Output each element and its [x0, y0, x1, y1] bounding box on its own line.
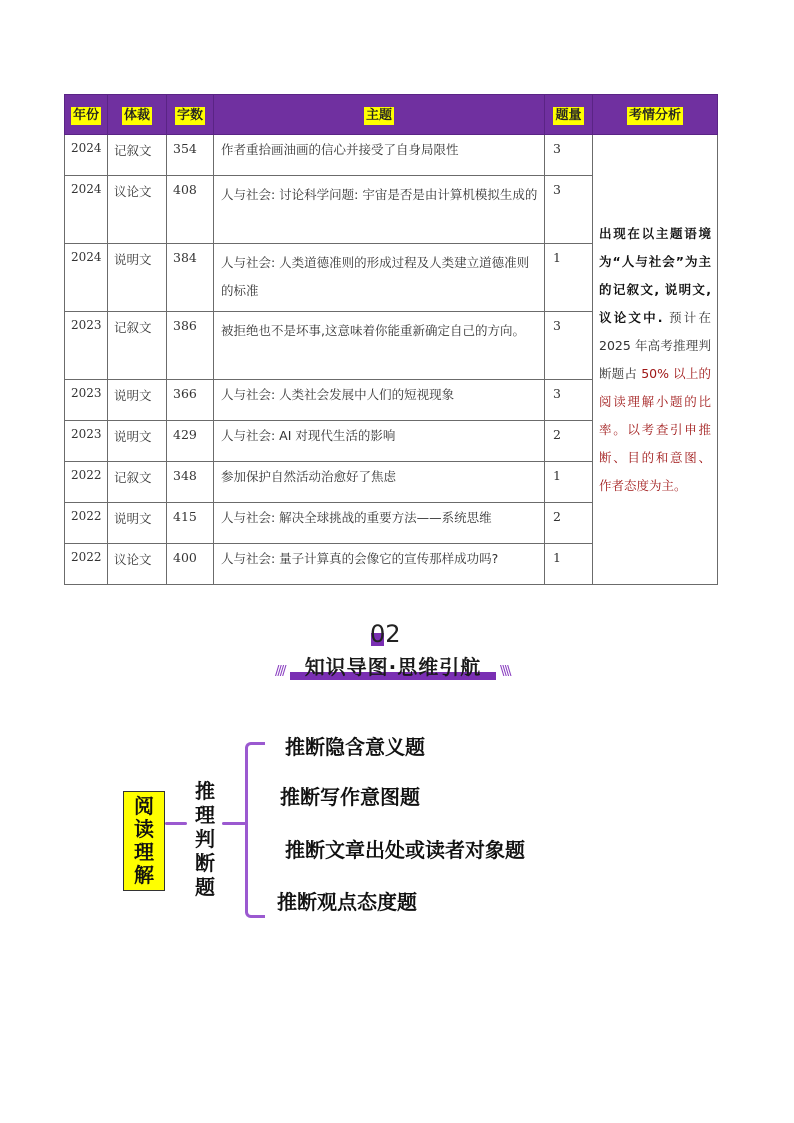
middle-connector [222, 822, 246, 825]
cell-year: 2022 [65, 544, 108, 585]
cell-genre: 议论文 [108, 544, 167, 585]
root-connector [165, 822, 187, 825]
cell-genre: 说明文 [108, 421, 167, 462]
cell-question-count: 3 [545, 135, 593, 176]
cell-word-count: 386 [167, 312, 214, 380]
cell-word-count: 354 [167, 135, 214, 176]
middle-char: 断 [195, 851, 215, 875]
cell-topic: 人与社会: 人类社会发展中人们的短视现象 [214, 380, 545, 421]
cell-question-count: 2 [545, 503, 593, 544]
cell-year: 2024 [65, 176, 108, 244]
middle-char: 判 [195, 827, 215, 851]
cell-year: 2024 [65, 244, 108, 312]
cell-word-count: 408 [167, 176, 214, 244]
cell-word-count: 400 [167, 544, 214, 585]
cell-year: 2022 [65, 462, 108, 503]
cell-question-count: 3 [545, 176, 593, 244]
cell-year: 2022 [65, 503, 108, 544]
exam-analysis-table [64, 94, 718, 585]
analysis-forecast: 预计在 2025 年高考推理判断题占 [599, 309, 711, 381]
mindmap-middle-node [188, 779, 222, 899]
branch-attitude: 推断观点态度题 [277, 890, 417, 914]
root-char: 读 [134, 817, 154, 841]
cell-genre: 说明文 [108, 380, 167, 421]
cell-question-count: 2 [545, 421, 593, 462]
header-word-count: 字数 [167, 95, 214, 135]
cell-topic: 人与社会: 解决全球挑战的重要方法——系统思维 [214, 503, 545, 544]
cell-analysis [593, 135, 718, 585]
cell-year: 2023 [65, 421, 108, 462]
cell-question-count: 3 [545, 380, 593, 421]
section-left-decoration: //// [275, 664, 285, 679]
root-char: 解 [134, 863, 154, 887]
cell-word-count: 366 [167, 380, 214, 421]
section-title: 知识导图·思维引航 [304, 655, 482, 679]
cell-word-count: 415 [167, 503, 214, 544]
cell-genre: 说明文 [108, 503, 167, 544]
cell-question-count: 3 [545, 312, 593, 380]
cell-genre: 议论文 [108, 176, 167, 244]
cell-topic: 参加保护自然活动治愈好了焦虑 [214, 462, 545, 503]
section-number: 02 [370, 620, 401, 648]
cell-word-count: 348 [167, 462, 214, 503]
header-analysis: 考情分析 [593, 95, 718, 135]
cell-topic: 人与社会: 讨论科学问题: 宇宙是否是由计算机模拟生成的 [214, 176, 545, 244]
middle-char: 推 [195, 779, 215, 803]
branch-implied-meaning: 推断隐含意义题 [285, 735, 425, 759]
cell-word-count: 384 [167, 244, 214, 312]
cell-genre: 记叙文 [108, 462, 167, 503]
table-header-row [65, 95, 718, 135]
cell-year: 2023 [65, 380, 108, 421]
branch-writing-intent: 推断写作意图题 [280, 785, 420, 809]
mindmap-root-node [123, 791, 165, 891]
header-year: 年份 [65, 95, 108, 135]
cell-question-count: 1 [545, 544, 593, 585]
cell-topic: 人与社会: AI 对现代生活的影响 [214, 421, 545, 462]
middle-char: 题 [195, 875, 215, 899]
header-question-count: 题量 [545, 95, 593, 135]
header-genre: 体裁 [108, 95, 167, 135]
cell-genre: 记叙文 [108, 135, 167, 176]
cell-year: 2024 [65, 135, 108, 176]
analysis-ratio: 50% 以上的阅读理解小题的比率。以考查引申推断、目的和意图、作者态度为主。 [599, 365, 711, 493]
cell-year: 2023 [65, 312, 108, 380]
cell-topic: 作者重拾画油画的信心并接受了自身局限性 [214, 135, 545, 176]
middle-char: 理 [195, 803, 215, 827]
cell-question-count: 1 [545, 462, 593, 503]
cell-question-count: 1 [545, 244, 593, 312]
header-topic: 主题 [214, 95, 545, 135]
cell-genre: 记叙文 [108, 312, 167, 380]
root-char: 理 [134, 840, 154, 864]
table-row [65, 135, 718, 176]
cell-topic: 人与社会: 人类道德准则的形成过程及人类建立道德准则的标准 [214, 244, 545, 312]
root-char: 阅 [134, 794, 154, 818]
cell-topic: 被拒绝也不是坏事,这意味着你能重新确定自己的方向。 [214, 312, 545, 380]
cell-topic: 人与社会: 量子计算真的会像它的宣传那样成功吗? [214, 544, 545, 585]
section-right-decoration: \\\\ [500, 664, 510, 679]
analysis-context: 出现在以主题语境为“人与社会”为主的记叙文, 说明文, 议论文中. [599, 225, 711, 325]
cell-word-count: 429 [167, 421, 214, 462]
branch-bracket [245, 742, 265, 918]
cell-genre: 说明文 [108, 244, 167, 312]
branch-source-audience: 推断文章出处或读者对象题 [285, 838, 525, 862]
